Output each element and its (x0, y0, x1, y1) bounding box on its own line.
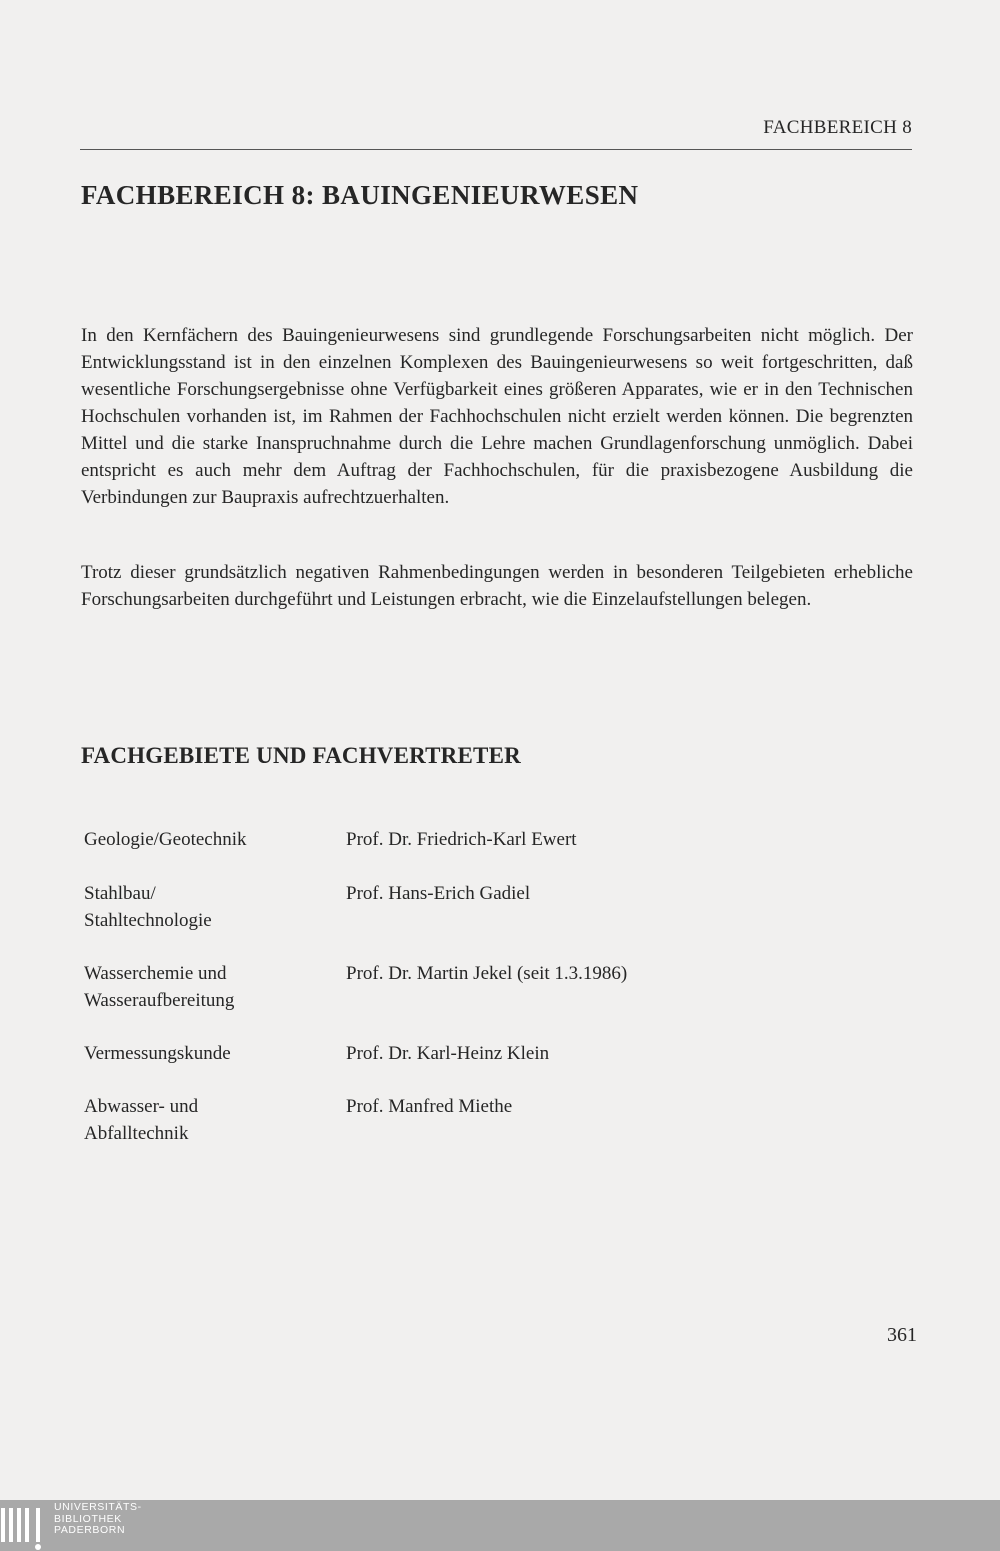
faculty-professor: Prof. Manfred Miethe (346, 1096, 513, 1117)
faculty-subject: Stahlbau/ Stahltechnologie (84, 883, 212, 931)
faculty-subject: Abwasser- und Abfalltechnik (84, 1096, 199, 1144)
faculty-subject: Wasserchemie und Wasseraufbereitung (84, 963, 235, 1011)
faculty-professor: Prof. Dr. Martin Jekel (seit 1.3.1986) (346, 963, 628, 984)
faculty-row (84, 1093, 864, 1147)
faculty-list (84, 826, 864, 1147)
library-name (54, 1502, 142, 1537)
faculty-row (84, 960, 864, 1040)
header-rule (80, 149, 912, 150)
faculty-professor: Prof. Hans-Erich Gadiel (346, 883, 531, 904)
page-number: 361 (887, 1324, 917, 1346)
library-footer-bar (0, 1500, 1000, 1551)
running-head: FACHBEREICH 8 (763, 117, 912, 138)
faculty-subject: Geologie/Geotechnik (84, 829, 247, 850)
faculty-row (84, 826, 864, 880)
faculty-professor: Prof. Dr. Friedrich-Karl Ewert (346, 829, 577, 850)
library-name-line: PADERBORN (54, 1524, 126, 1536)
intro-paragraph: In den Kernfächern des Bauingenieurwesens sind grundlegende Forschungsarbeiten nicht möglich. Der Entwicklungsstand ist in den einzelnen Komplexen des Bauingenieurwesens so weit fortgeschritten, daß wesentliche Forschungsergebnisse ohne Verfügbarkeit eines größeren Apparates, wie er in den Technischen Hochschulen vorhanden ist, im Rahmen der Fachhochschulen nicht erzielt werden können. Die begrenzten Mittel und die starke Inanspruchnahme durch die Lehre machen Grundlagenforschung unmöglich. Dabei entspricht es auch mehr dem Auftrag der Fachhochschulen, für die praxisbezogene Ausbildung die Verbindungen zur Baupraxis aufrechtzuerhalten. (81, 325, 913, 508)
second-paragraph: Trotz dieser grundsätzlich negativen Rahmenbedingungen werden in besonderen Teilgebieten erhebliche Forschungsarbeiten durchgeführt und Leistungen erbracht, wie die Einzelaufstellungen belegen. (81, 562, 913, 610)
library-name-line: BIBLIOTHEK (54, 1512, 122, 1525)
section-heading: FACHGEBIETE UND FACHVERTRETER (81, 743, 521, 768)
faculty-subject: Vermessungskunde (84, 1043, 231, 1064)
faculty-row (84, 1040, 864, 1093)
library-name-line: UNIVERSITÄTS- (54, 1501, 142, 1513)
chapter-title: FACHBEREICH 8: BAUINGENIEURWESEN (81, 180, 639, 210)
faculty-professor: Prof. Dr. Karl-Heinz Klein (346, 1043, 550, 1064)
faculty-row (84, 880, 864, 960)
library-logo-icon (0, 1508, 45, 1548)
